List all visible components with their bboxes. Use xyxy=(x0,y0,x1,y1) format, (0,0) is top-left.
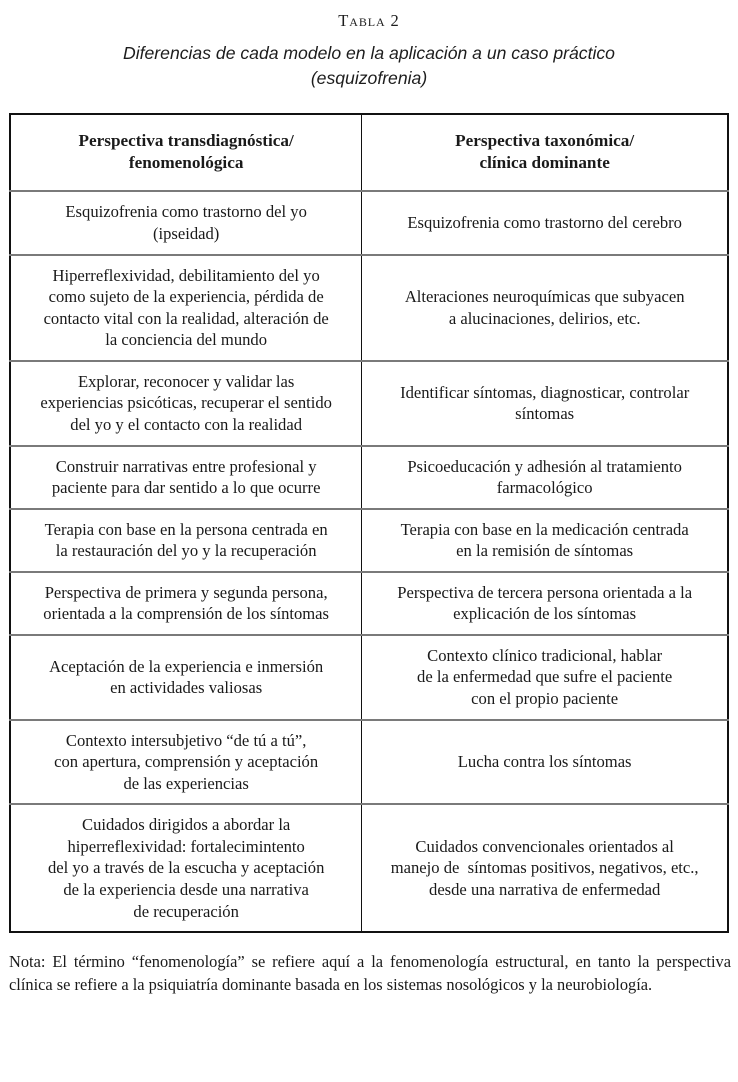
cell-line: farmacológico xyxy=(496,478,593,498)
cell-line: orientada a la comprensión de los síntomas xyxy=(43,604,330,624)
table-row xyxy=(10,361,728,446)
cell-line: Esquizofrenia como trastorno del yo xyxy=(65,202,307,222)
table-cell-right xyxy=(362,804,728,932)
cell-line: Perspectiva de primera y segunda persona, xyxy=(44,582,328,602)
cell-line: de las experiencias xyxy=(123,773,249,793)
table-header-row xyxy=(10,114,728,192)
cell-line: Construir narrativas entre profesional y xyxy=(55,456,317,476)
cell-line: Perspectiva de tercera persona orientada a la xyxy=(397,582,693,602)
cell-line: Lucha contra los síntomas xyxy=(457,752,632,772)
table-header-row-group xyxy=(10,114,728,192)
table-cell-right xyxy=(362,361,728,446)
table-cell-left xyxy=(10,635,362,720)
table-body xyxy=(10,191,728,932)
cell-line: Alteraciones neuroquímicas que subyacen xyxy=(404,287,685,307)
table-row xyxy=(10,804,728,932)
table-cell-left xyxy=(10,255,362,361)
cell-line: de la enfermedad que sufre el paciente xyxy=(417,667,673,687)
table-cell-left xyxy=(10,720,362,805)
table-cell-right xyxy=(362,191,728,254)
cell-line: en la remisión de síntomas xyxy=(456,541,634,561)
table-note: Nota: El término “fenomenología” se refiere aquí a la fenomenología estructural, en tanto la perspectiva clínica se refiere a la psiquiatría dominante basada en los sistemas nosológicos y la neurobiología. xyxy=(9,952,731,994)
table-cell-left xyxy=(10,191,362,254)
cell-line: de la experiencia desde una narrativa xyxy=(63,879,309,899)
column-header-taxonomic xyxy=(362,114,728,192)
table-cell-right xyxy=(362,635,728,720)
table-cell-left xyxy=(10,509,362,572)
cell-line: Contexto intersubjetivo “de tú a tú”, xyxy=(65,730,307,750)
cell-line: experiencias psicóticas, recuperar el sentido xyxy=(40,393,332,413)
comparison-table xyxy=(9,113,729,933)
table-cell-right xyxy=(362,255,728,361)
header-line: clínica dominante xyxy=(479,153,610,173)
table-cell-left xyxy=(10,446,362,509)
document-page xyxy=(0,11,738,1082)
cell-line: Contexto clínico tradicional, hablar xyxy=(427,645,663,665)
table-cell-right xyxy=(362,509,728,572)
comparison-table-container xyxy=(9,113,729,933)
table-caption-line: Diferencias de cada modelo en la aplicación a un caso práctico xyxy=(123,42,615,63)
table-number-heading: Tabla 2 xyxy=(338,11,400,30)
table-cell-right xyxy=(362,720,728,805)
table-row xyxy=(10,509,728,572)
cell-line: Identificar síntomas, diagnosticar, controlar xyxy=(400,382,690,402)
cell-line: Terapia con base en la medicación centrada xyxy=(400,519,689,539)
cell-line: de recuperación xyxy=(133,901,239,921)
cell-line: Psicoeducación y adhesión al tratamiento xyxy=(407,456,682,476)
table-caption-line: (esquizofrenia) xyxy=(310,67,428,88)
cell-line: la conciencia del mundo xyxy=(105,330,268,350)
cell-line: síntomas xyxy=(515,404,575,424)
cell-line: en actividades valiosas xyxy=(110,678,263,698)
table-row xyxy=(10,572,728,635)
header-line: Perspectiva transdiagnóstica/ xyxy=(78,130,294,150)
table-row xyxy=(10,446,728,509)
table-caption xyxy=(69,41,669,91)
cell-line: Terapia con base en la persona centrada en xyxy=(44,519,328,539)
cell-line: hiperreflexividad: fortalecimintento xyxy=(67,836,305,856)
cell-line: desde una narrativa de enfermedad xyxy=(429,879,661,899)
table-cell-right xyxy=(362,446,728,509)
cell-line: (ipseidad) xyxy=(152,224,220,244)
cell-line: paciente para dar sentido a lo que ocurre xyxy=(51,478,321,498)
cell-line: explicación de los síntomas xyxy=(453,604,637,624)
cell-line: manejo de síntomas positivos, negativos, etc., xyxy=(390,858,699,878)
cell-line: del yo a través de la escucha y aceptación xyxy=(47,858,325,878)
cell-line: con el propio paciente xyxy=(471,689,619,709)
cell-line: Esquizofrenia como trastorno del cerebro xyxy=(407,213,682,233)
header-line: Perspectiva taxonómica/ xyxy=(455,130,635,150)
cell-line: a alucinaciones, delirios, etc. xyxy=(448,308,641,328)
table-row xyxy=(10,635,728,720)
table-cell-left xyxy=(10,804,362,932)
cell-line: la restauración del yo y la recuperación xyxy=(55,541,317,561)
cell-line: Cuidados dirigidos a abordar la xyxy=(82,815,291,835)
cell-line: con apertura, comprensión y aceptación xyxy=(54,752,319,772)
cell-line: Hiperreflexividad, debilitamiento del yo xyxy=(52,265,320,285)
cell-line: contacto vital con la realidad, alteración de xyxy=(43,308,329,328)
table-row xyxy=(10,255,728,361)
table-cell-right xyxy=(362,572,728,635)
header-line: fenomenológica xyxy=(128,153,244,173)
cell-line: Explorar, reconocer y validar las xyxy=(77,371,295,391)
column-header-transdiagnostic xyxy=(10,114,362,192)
table-row xyxy=(10,191,728,254)
cell-line: Cuidados convencionales orientados al xyxy=(415,836,674,856)
table-cell-left xyxy=(10,361,362,446)
cell-line: del yo y el contacto con la realidad xyxy=(70,414,303,434)
table-row xyxy=(10,720,728,805)
table-cell-left xyxy=(10,572,362,635)
cell-line: Aceptación de la experiencia e inmersión xyxy=(49,656,324,676)
cell-line: como sujeto de la experiencia, pérdida de xyxy=(48,287,324,307)
